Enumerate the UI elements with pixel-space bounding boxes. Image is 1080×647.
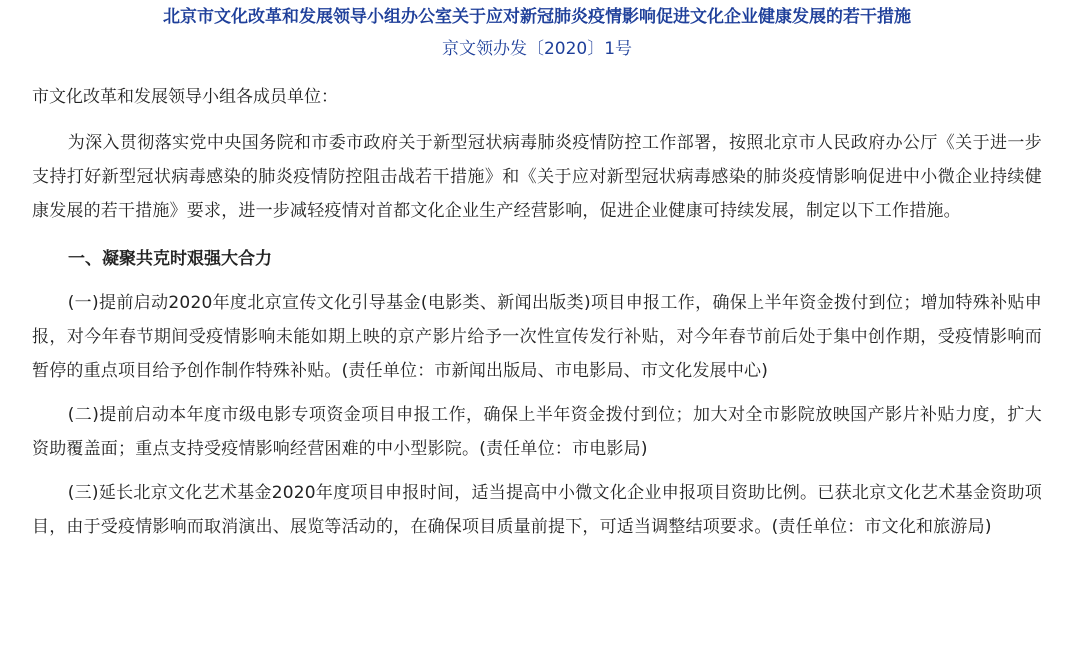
section-heading-1: 一、凝聚共克时艰强大合力 — [68, 249, 272, 269]
intro-paragraph: 为深入贯彻落实党中央国务院和市委市政府关于新型冠状病毒肺炎疫情防控工作部署，按照北京市人民政府办公厅《关于进一步支持打好新型冠状病毒感染的肺炎疫情防控阻击战若干措施》和《关于应对新型冠状病毒感染的肺炎疫情影响促进中小微企业持续健康发展的若干措施》要求，进一步减轻疫情对首都文化企业生产经营影响，促进企业健康可持续发展，制定以下工作措施。 — [32, 133, 1042, 221]
document-number: 京文领办发〔2020〕1号 — [441, 39, 633, 59]
document-title: 北京市文化改革和发展领导小组办公室关于应对新冠肺炎疫情影响促进文化企业健康发展的若干措施 — [163, 7, 911, 27]
measure-item-3: (三)延长北京文化艺术基金2020年度项目申报时间，适当提高中小微文化企业申报项目资助比例。已获北京文化艺术基金资助项目，由于受疫情影响而取消演出、展览等活动的，在确保项目质量前提下，可适当调整结项要求。(责任单位：市文化和旅游局) — [32, 483, 1042, 537]
addressee-line: 市文化改革和发展领导小组各成员单位： — [32, 87, 338, 107]
measure-item-1: (一)提前启动2020年度北京宣传文化引导基金(电影类、新闻出版类)项目申报工作，确保上半年资金拨付到位；增加特殊补贴申报，对今年春节期间受疫情影响未能如期上映的京产影片给予一次性宣传发行补贴，对今年春节前后处于集中创作期，受疫情影响而暂停的重点项目给予创作制作特殊补贴。(责任单位：市新闻出版局、市电影局、市文化发展中心) — [32, 293, 1042, 381]
measure-item-2: (二)提前启动本年度市级电影专项资金项目申报工作，确保上半年资金拨付到位；加大对全市影院放映国产影片补贴力度，扩大资助覆盖面；重点支持受疫情影响经营困难的中小型影院。(责任单位：市电影局) — [32, 405, 1042, 459]
